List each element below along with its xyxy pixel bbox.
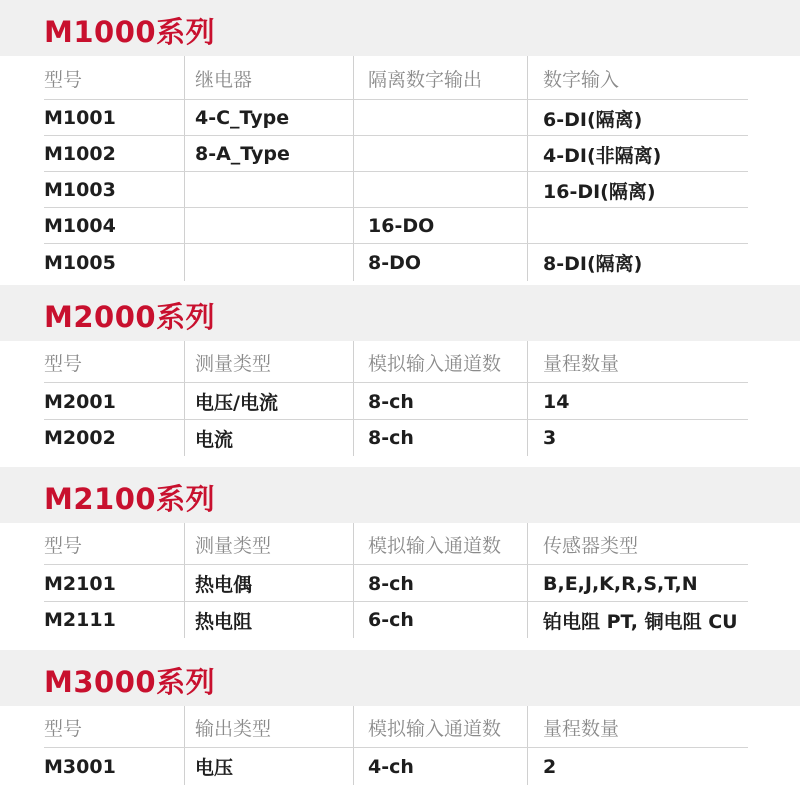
section-title: M2100系列 [44, 482, 216, 516]
table-cell [527, 208, 757, 244]
column-header: 模拟输入通道数 [353, 341, 527, 383]
table-cell: 电流 [184, 420, 353, 456]
table-cell [353, 172, 527, 208]
table-cell: M1004 [44, 215, 116, 237]
table-m1000 [0, 56, 800, 281]
table-cell: 16-DI(隔离) [527, 172, 757, 208]
column-header: 型号 [44, 717, 83, 740]
table-row [0, 136, 800, 172]
section-header-m1000 [0, 0, 800, 56]
table-cell: 热电阻 [184, 602, 353, 638]
table-row [0, 420, 800, 456]
table-row [0, 244, 800, 281]
table-row [0, 172, 800, 208]
table-row [0, 100, 800, 136]
table-header-row [0, 523, 800, 565]
table-cell: 4-C_Type [184, 100, 353, 136]
section-header-m3000 [0, 650, 800, 706]
table-cell: M2111 [44, 609, 116, 631]
table-m2000 [0, 341, 800, 456]
column-header: 型号 [44, 68, 83, 91]
table-cell: 铂电阻 PT, 铜电阻 CU [527, 602, 757, 638]
column-header: 模拟输入通道数 [353, 523, 527, 565]
table-cell: B,E,J,K,R,S,T,N [527, 565, 757, 602]
section-title: M3000系列 [44, 665, 216, 699]
table-cell: 4-DI(非隔离) [527, 136, 757, 172]
column-header: 模拟输入通道数 [353, 706, 527, 748]
section-header-m2100 [0, 467, 800, 523]
section-title: M1000系列 [44, 15, 216, 49]
table-cell: 3 [527, 420, 757, 456]
table-cell: 2 [527, 748, 757, 785]
table-cell: 8-ch [353, 383, 527, 420]
table-m2100 [0, 523, 800, 638]
table-cell: M1005 [44, 251, 116, 274]
table-header-row [0, 706, 800, 748]
table-cell [184, 208, 353, 244]
section-title: M2000系列 [44, 300, 216, 334]
table-cell: 4-ch [353, 748, 527, 785]
table-cell: 16-DO [353, 208, 527, 244]
table-cell: M1001 [44, 107, 116, 129]
table-header-row [0, 341, 800, 383]
column-header: 量程数量 [527, 706, 757, 748]
table-cell [184, 172, 353, 208]
table-cell [353, 136, 527, 172]
table-cell: 8-A_Type [184, 136, 353, 172]
column-header: 传感器类型 [527, 523, 757, 565]
table-cell: 热电偶 [184, 565, 353, 602]
column-header: 隔离数字输出 [353, 56, 527, 100]
table-cell: M1003 [44, 179, 116, 201]
table-row [0, 383, 800, 420]
table-header-row [0, 56, 800, 100]
table-cell: 6-DI(隔离) [527, 100, 757, 136]
column-header: 继电器 [184, 56, 353, 100]
table-cell: M2101 [44, 572, 116, 595]
column-header: 数字输入 [527, 56, 757, 100]
table-cell: 14 [527, 383, 757, 420]
table-row [0, 565, 800, 602]
table-cell: 6-ch [353, 602, 527, 638]
table-m3000 [0, 706, 800, 785]
table-cell: M2001 [44, 390, 116, 413]
table-cell: 8-ch [353, 565, 527, 602]
table-cell: 电压/电流 [184, 383, 353, 420]
column-header: 输出类型 [184, 706, 353, 748]
column-header: 型号 [44, 534, 83, 557]
column-header: 量程数量 [527, 341, 757, 383]
column-header: 型号 [44, 352, 83, 375]
table-cell: 8-DO [353, 244, 527, 281]
table-cell: 8-DI(隔离) [527, 244, 757, 281]
table-row [0, 208, 800, 244]
table-cell: M2002 [44, 427, 116, 449]
column-header: 测量类型 [184, 523, 353, 565]
table-cell: 电压 [184, 748, 353, 785]
table-row [0, 748, 800, 785]
table-cell: M1002 [44, 143, 116, 165]
table-cell: 8-ch [353, 420, 527, 456]
table-cell: M3001 [44, 755, 116, 778]
table-cell [353, 100, 527, 136]
table-row [0, 602, 800, 638]
section-header-m2000 [0, 285, 800, 341]
table-cell [184, 244, 353, 281]
column-header: 测量类型 [184, 341, 353, 383]
